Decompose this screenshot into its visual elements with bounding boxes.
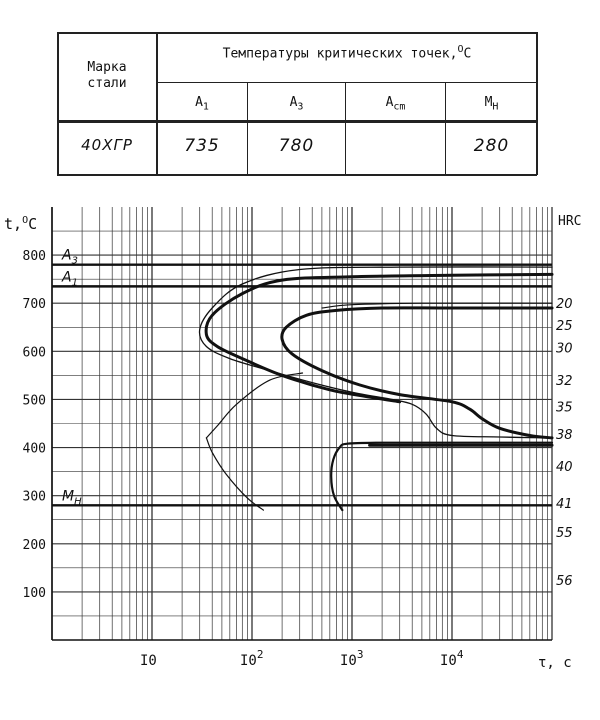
critical-label-A1: $A_1$ <box>62 269 78 289</box>
y-tick-label: 700 <box>22 297 46 313</box>
cell-Mn: 280 <box>473 136 510 156</box>
header-temperatures: Температуры критических точек,$^O$C <box>222 44 472 62</box>
critical-points-table <box>57 32 537 175</box>
critical-label-A3: $A_3$ <box>62 247 78 267</box>
curve-martensite-path-2 <box>206 373 302 438</box>
critical-lines <box>52 248 552 508</box>
table-divider-header <box>156 82 537 83</box>
column-Mn: $M_H$ <box>484 95 499 113</box>
column-A3: $A_3$ <box>289 95 304 113</box>
table-border-top <box>57 32 537 34</box>
curve-martensite-path-1 <box>206 438 263 510</box>
cell-A1: 735 <box>184 136 220 156</box>
y-tick-label: 200 <box>22 537 46 553</box>
x-tick-label: $I0^3$ <box>340 648 364 669</box>
hrc-labels <box>556 297 573 589</box>
critical-label-MH: $M_H$ <box>62 488 82 508</box>
cell-steel-grade: 40ХГР <box>81 136 133 154</box>
hrc-label: 30 <box>556 341 573 357</box>
curve-pearlite-start <box>206 274 552 401</box>
hrc-label: 20 <box>556 297 573 313</box>
y-tick-label: 500 <box>22 393 46 409</box>
curve-bainite-start <box>331 443 552 510</box>
hrc-label: 55 <box>556 525 573 541</box>
hrc-label: 41 <box>556 496 573 512</box>
y-tick-labels <box>23 249 46 601</box>
x-tick-label: I0 <box>140 653 157 669</box>
table-divider-body <box>57 120 537 123</box>
y-axis-label: t,$^O$C <box>4 215 38 233</box>
ccc-diagram <box>0 195 600 715</box>
y-tick-label: 400 <box>22 441 46 457</box>
x-axis-label: τ, c <box>538 655 572 671</box>
chart-grid <box>52 207 552 640</box>
header-grade-line2: стали <box>87 76 127 91</box>
hrc-label: 40 <box>556 459 573 475</box>
hrc-label: 32 <box>556 374 573 390</box>
column-Acm: $A_{cm}$ <box>385 95 406 113</box>
y-tick-label: 600 <box>22 345 46 361</box>
y-tick-label: 300 <box>22 489 46 505</box>
header-grade-line1: Марка <box>87 60 127 75</box>
x-tick-label: $I0^4$ <box>440 648 464 669</box>
column-A1: $A_1$ <box>195 95 209 113</box>
hrc-axis-label: HRC <box>558 214 582 229</box>
hrc-label: 25 <box>556 318 573 334</box>
x-tick-labels <box>140 648 464 669</box>
y-tick-label: 800 <box>22 249 46 265</box>
y-tick-label: 100 <box>22 585 46 601</box>
hrc-label: 56 <box>556 573 573 589</box>
x-tick-label: $I0^2$ <box>240 648 264 669</box>
hrc-label: 38 <box>556 428 573 444</box>
table-border-bottom <box>57 174 537 176</box>
cell-A3: 780 <box>278 136 315 156</box>
hrc-label: 35 <box>556 400 573 416</box>
